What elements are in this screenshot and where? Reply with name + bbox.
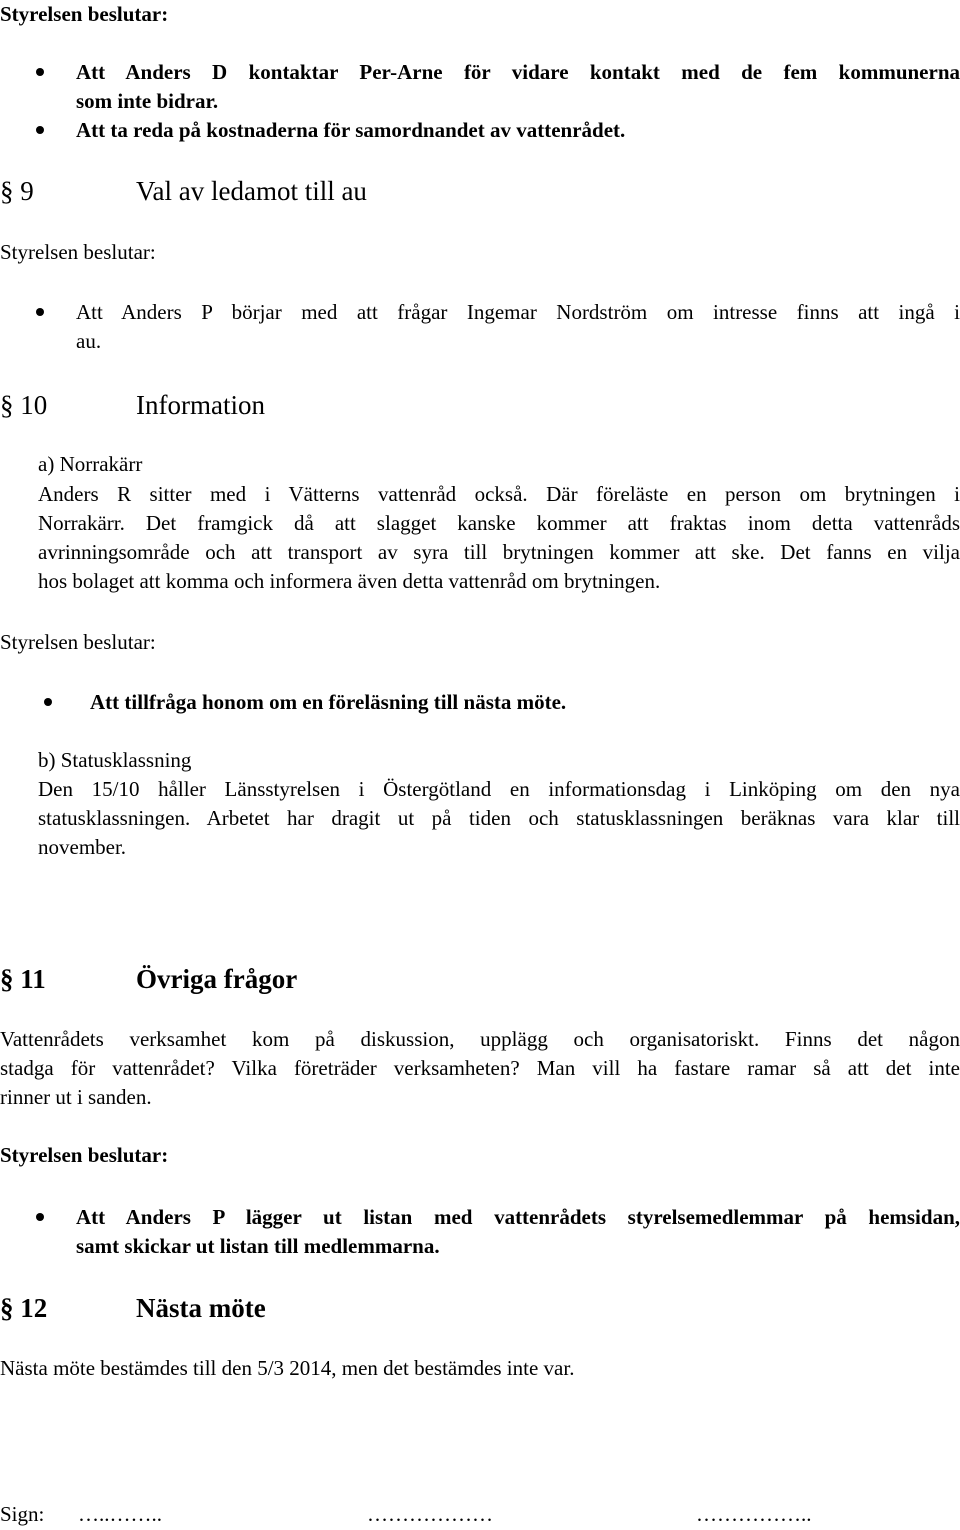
bullet-icon — [36, 1213, 44, 1221]
section-number: § 10 — [0, 390, 48, 420]
list-item-text: Att tillfråga honom om en föreläsning till nästa möte. — [90, 690, 567, 714]
list-item-text: Att Anders P lägger ut listan med vattenrådets styrelsemedlemmar på hemsidan, samt skickar ut listan till medlemmarna. — [76, 1205, 960, 1258]
subsection-b-paragraph: Den 15/10 håller Länsstyrelsen i Östergötland en informationsdag i Linköping om den nya statusklassningen. Arbetet har dragit ut på tiden och statusklassningen beräknas vara klar till november. — [38, 777, 960, 859]
subsection-a-paragraph: Anders R sitter med i Vätterns vattenråd också. Där föreläste en person om brytningen i Norrakärr. Det framgick då att slagget kanske kommer att fraktas inom detta vattenråds avrinningsområde och att transport av syra till brytningen kommer att ske. Det fanns en vilja hos bolaget att komma och informera även detta vattenråd om brytningen. — [38, 482, 960, 593]
list-item-text: Att Anders P börjar med att frågar Ingemar Nordström om intresse finns att ingå i au. — [76, 300, 960, 353]
list-item-text: Att ta reda på kostnaderna för samordnandet av vattenrådet. — [76, 118, 626, 142]
decision-heading: Styrelsen beslutar: — [0, 1143, 169, 1167]
signature-label: Sign: — [0, 1502, 45, 1526]
decision-heading: Styrelsen beslutar: — [0, 2, 169, 26]
section-12-text: Nästa möte bestämdes till den 5/3 2014, men det bestämdes inte var. — [0, 1356, 575, 1380]
decision-heading: Styrelsen beslutar: — [0, 630, 156, 654]
signature-field-2: ……………… — [367, 1502, 493, 1526]
list-item-text: Att Anders D kontaktar Per-Arne för vidare kontakt med de fem kommunerna som inte bidrar. — [76, 60, 960, 113]
bullet-icon — [36, 126, 44, 134]
section-title: Information — [136, 390, 265, 420]
subsection-label-b: b) Statusklassning — [38, 748, 192, 772]
section-11-paragraph: Vattenrådets verksamhet kom på diskussion, upplägg och organisatoriskt. Finns det någon stadga för vattenrådet? Vilka företräder verksamheten? Man vill ha fastare ramar så att det inte rinner ut i sanden. — [0, 1027, 960, 1109]
signature-field-3: …………….. — [696, 1502, 812, 1526]
decision-heading: Styrelsen beslutar: — [0, 240, 156, 264]
signature-field-1: …..…….. — [78, 1502, 162, 1526]
section-number: § 9 — [0, 176, 34, 206]
section-title: Övriga frågor — [136, 964, 298, 994]
bullet-icon — [36, 68, 44, 76]
section-number: § 12 — [0, 1293, 48, 1323]
bullet-icon — [44, 698, 52, 706]
section-title: Nästa möte — [136, 1293, 266, 1323]
subsection-label-a: a) Norrakärr — [38, 452, 143, 476]
signature-row — [0, 1500, 960, 1529]
section-number: § 11 — [0, 964, 46, 994]
bullet-icon — [36, 308, 44, 316]
section-title: Val av ledamot till au — [136, 176, 367, 206]
